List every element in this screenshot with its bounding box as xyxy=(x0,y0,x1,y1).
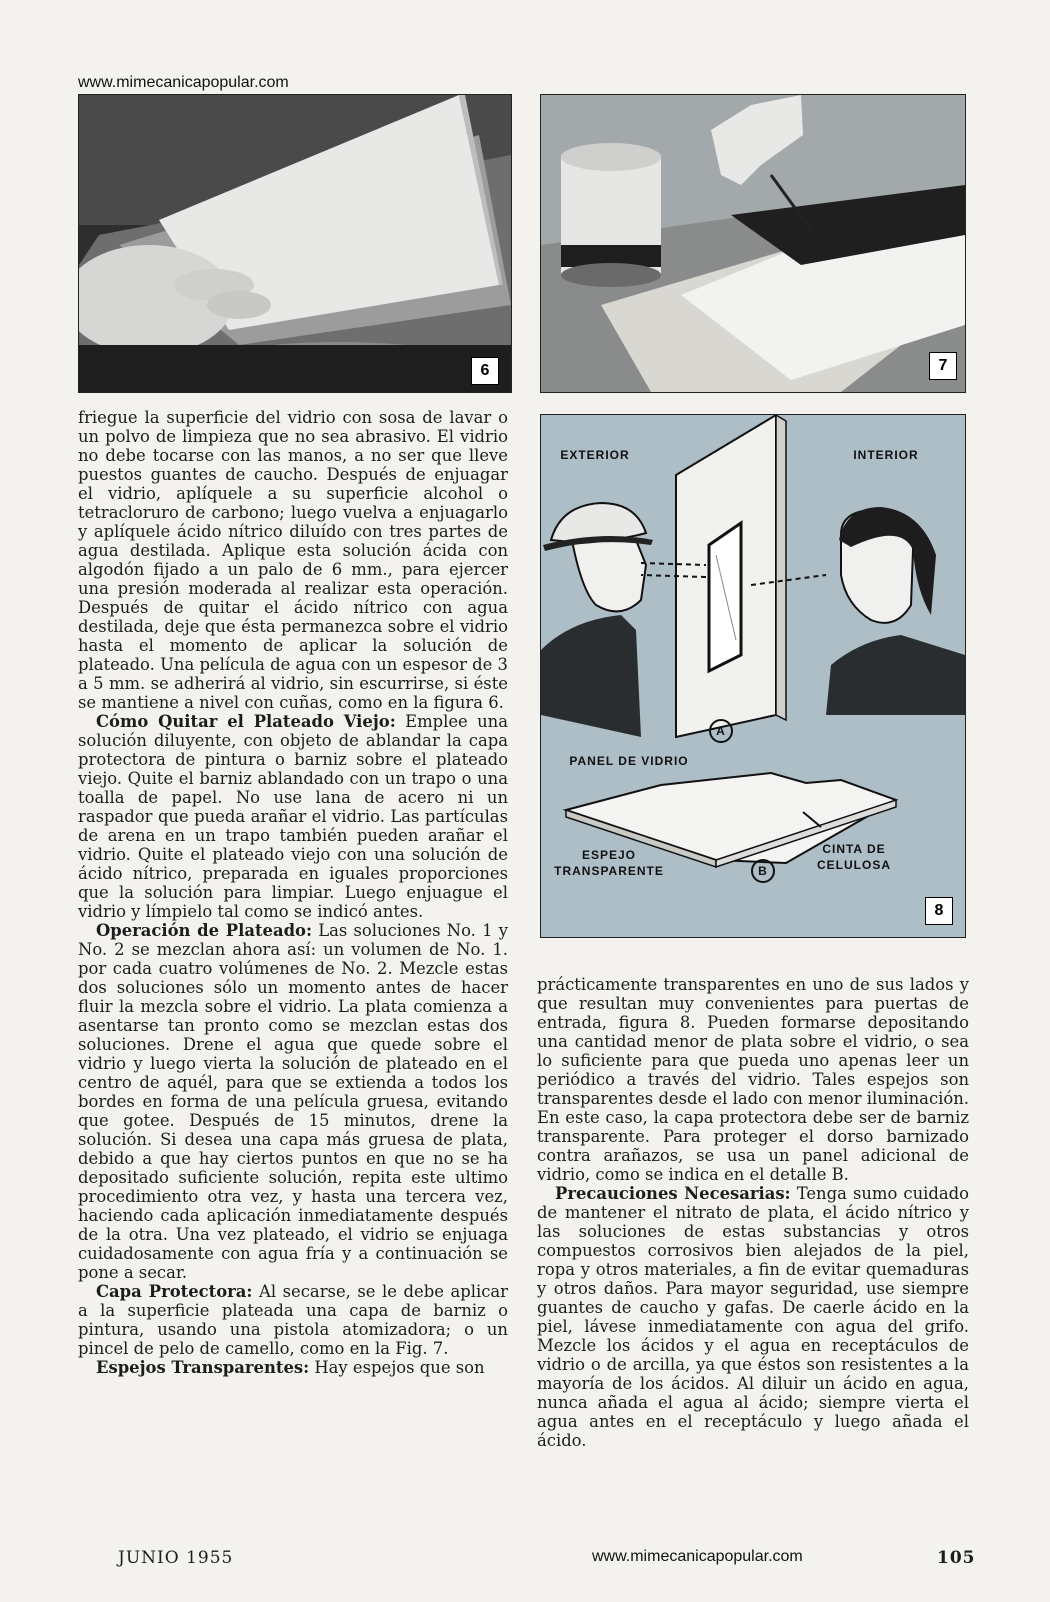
figure-6-number: 6 xyxy=(471,357,499,385)
body-transparent-mirrors: Hay espejos que son xyxy=(309,1358,485,1377)
paragraph-cleaning: friegue la superficie del vidrio con sosa de lavar o un polvo de limpieza que no sea abrasivo. El vidrio no debe tocarse con las manos, a no ser que lleve puestos guantes de caucho. Después de enjuagar el vidrio, aplíquele a su superficie alcohol o tetracloruro de carbono; luego vuelva a enjuagarlo y aplíquele ácido nítrico diluído con tres partes de agua destilada. Aplique esta solución ácida con algodón fijado a un palo de 6 mm., para ejercer una presión moderada al realizar esta operación. Después de quitar el ácido nítrico con agua destilada, deje que ésta permanezca sobre el vidrio hasta el momento de aplicar la solución de plateado. Una película de agua con un espesor de 3 a 5 mm. se adherirá al vidrio, sin escurrirse, si éste se mantiene a nivel con cuñas, como en la figura 6. xyxy=(78,408,508,712)
figure-8-number: 8 xyxy=(925,897,953,925)
body-precautions: Tenga sumo cuidado de mantener el nitrato de plata, el ácido nítrico y las soluciones de estas substancias y otros compuestos corrosivos bien alejados de la piel, ropa y otros materiales, a fin de evitar quemaduras y otros daños. Para mayor seguridad, use siempre guantes de caucho y gafas. De caerle ácido en la piel, lávese inmediatamente con agua del grifo. Mezcle los ácidos y el agua en receptáculos de vidrio o de arcilla, ya que éstos son resistentes a la mayoría de los ácidos. Al diluir un ácido en agua, nunca añada el agua al ácido; siempre vierta el agua antes en el receptáculo y luego añada el ácido. xyxy=(537,1184,969,1450)
issue-date: JUNIO 1955 xyxy=(118,1548,234,1568)
heading-precautions: Precauciones Necesarias: xyxy=(555,1184,791,1203)
figure-7-photo xyxy=(540,94,966,393)
heading-transparent-mirrors: Espejos Transparentes: xyxy=(96,1358,310,1377)
paragraph-transparent-mirrors xyxy=(78,1358,508,1377)
article-left-column xyxy=(78,408,508,1377)
label-detail-a: A xyxy=(716,724,726,738)
label-detail-b: B xyxy=(758,864,768,878)
heading-silvering-operation: Operación de Plateado: xyxy=(96,921,313,940)
body-remove-old-silvering: Emplee una solución diluyente, con objeto de ablandar la capa protectora de pintura o barniz sobre el plateado viejo. Quite el barniz ablandado con un trapo o una toalla de papel. No use lana de acero ni un raspador que pueda arañar el vidrio. Las partículas de arena en un trapo también pueden arañar el vidrio. Quite el plateado viejo con una solución de ácido nítrico, preparada en iguales proporciones que la solución para limpiar. Luego enjuague el vidrio y límpielo tal como se indicó antes. xyxy=(78,712,508,921)
body-protective-coat: Al secarse, se le debe aplicar a la superficie plateada una capa de barniz o pintura, usando una pistola atomizadora; o un pincel de pelo de camello, como en la Fig. 7. xyxy=(78,1282,508,1358)
heading-protective-coat: Capa Protectora: xyxy=(96,1282,253,1301)
label-panel-de-vidrio: PANEL DE VIDRIO xyxy=(569,754,689,768)
paragraph-silvering-operation xyxy=(78,921,508,1282)
body-silvering-operation: Las soluciones No. 1 y No. 2 se mezclan ahora así: un volumen de No. 1. por cada cuatro volúmenes de No. 2. Mezcle estas dos soluciones sólo un momento antes de hacer fluir la mezcla sobre el vidrio. La plata comienza a asentarse tan pronto como se mezclan estas dos soluciones. Drene el agua que quede sobre el vidrio y luego vierta la solución de plateado en el centro de aquél, para que se extienda a todos los bordes en forma de una película gruesa, evitando que gotee. Después de 15 minutos, drene la solución. Si desea una capa más gruesa de plata, debido a que hay ciertos puntos en que no se ha depositado suficiente solución, repita este ultimo procedimiento otra vez, y hasta una tercera vez, haciendo cada aplicación inmediatamente después de la otra. Una vez plateado, el vidrio se enjuaga cuidadosamente con agua fría y a continuación se pone a secar. xyxy=(78,921,508,1282)
paragraph-transparent-mirrors-continued: prácticamente transparentes en uno de sus lados y que resultan muy convenientes para puertas de entrada, figura 8. Pueden formarse depositando una cantidad menor de plata sobre el vidrio, o sea lo suficiente para que pueda uno apenas leer un periódico a través del vidrio. Tales espejos son transparentes desde el lado con menor iluminación. En este caso, la capa protectora debe ser de barniz transparente. Para proteger el dorso barnizado contra arañazos, se usa un panel adicional de vidrio, como se indica en el detalle B. xyxy=(537,975,969,1184)
paragraph-protective-coat xyxy=(78,1282,508,1358)
paragraph-remove-old-silvering xyxy=(78,712,508,921)
site-url-top[interactable]: www.mimecanicapopular.com xyxy=(78,74,289,91)
label-espejo-transparente: ESPEJO TRANSPARENTE xyxy=(554,848,664,878)
label-cinta-de-celulosa: CINTA DE CELULOSA xyxy=(817,842,891,872)
page-number: 105 xyxy=(937,1548,976,1568)
site-url-bottom[interactable]: www.mimecanicapopular.com xyxy=(592,1548,803,1565)
figure-6-photo xyxy=(78,94,512,393)
label-exterior: EXTERIOR xyxy=(560,448,630,462)
paragraph-precautions xyxy=(537,1184,969,1450)
figure-7-number: 7 xyxy=(929,352,957,380)
figure-8-diagram xyxy=(540,414,966,938)
label-interior: INTERIOR xyxy=(853,448,919,462)
article-right-column xyxy=(537,975,969,1450)
heading-remove-old-silvering: Cómo Quitar el Plateado Viejo: xyxy=(96,712,396,731)
